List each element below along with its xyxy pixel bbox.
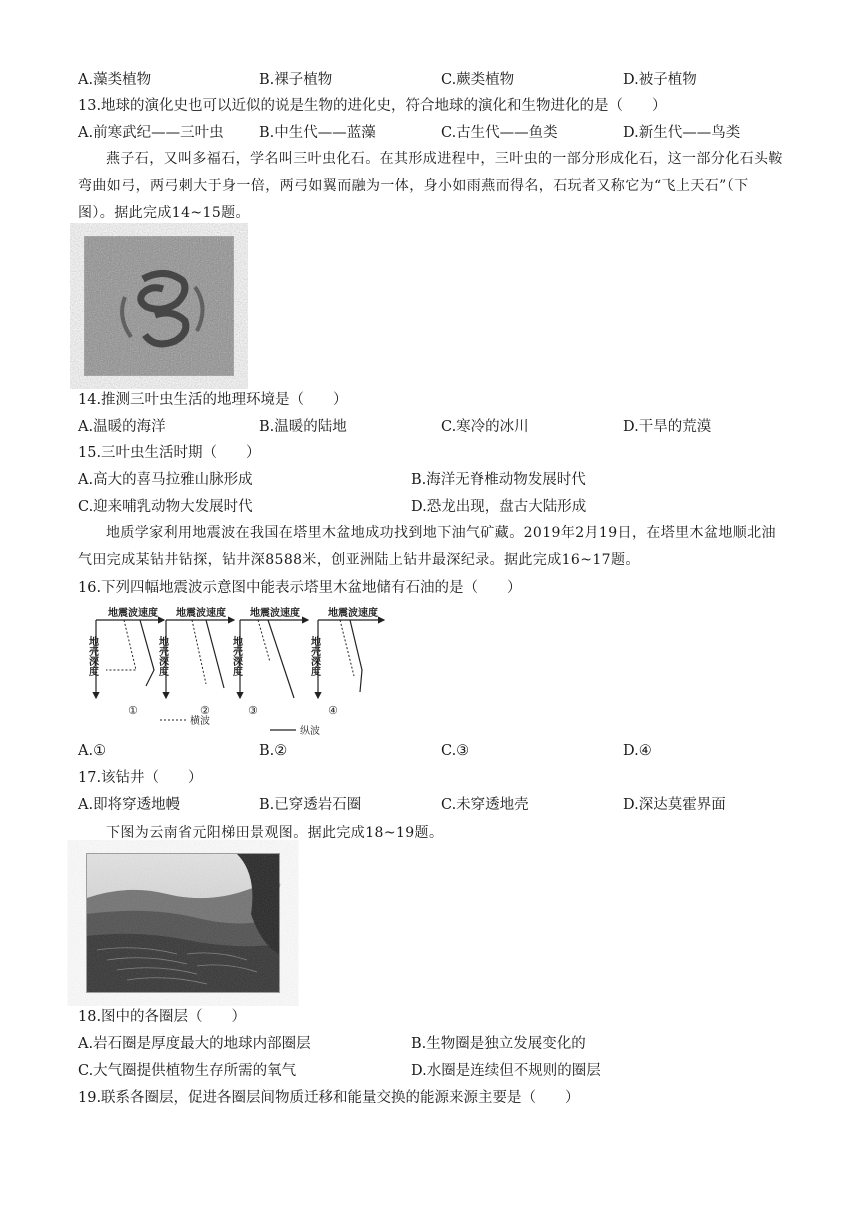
panel-4-number: ④ [328, 704, 338, 717]
q15-option-d: D.恐龙出现，盘古大陆形成 [411, 499, 587, 515]
trilobite-fossil-photo [84, 236, 234, 376]
panel-4 [309, 606, 385, 717]
terrace-image [87, 854, 279, 992]
q18-option-c: C.大气圈提供植物生存所需的氧气 [78, 1063, 297, 1079]
q18-option-a: A.岩石圈是厚度最大的地球内部圈层 [78, 1036, 311, 1052]
q16-option-c: C.③ [441, 743, 470, 759]
passage-trilobite: 燕子石，又叫多福石，学名叫三叶虫化石。在其形成进程中，三叶虫的一部分形成化石，这一部分化石头鞍弯曲如弓，两弓刺大于身一倍，两弓如翼而融为一体，身小如雨燕而得名，石玩者又称它为“飞上天石”（下图）。据此完成14~15题。 [78, 151, 783, 221]
seismic-wave-diagram [88, 604, 388, 736]
q13-stem: 13.地球的演化史也可以近似的说是生物的进化史，符合地球的演化和生物进化的是（ ） [78, 98, 667, 114]
panel-4-top-label: 地震波速度 [328, 608, 378, 619]
q16-option-b: B.② [259, 743, 288, 759]
q18-stem: 18.图中的各圈层（ ） [78, 1009, 247, 1025]
legend-p-wave: 纵波 [300, 726, 320, 737]
q16-option-a: A.① [78, 743, 107, 759]
q15-option-b: B.海洋无脊椎动物发展时代 [411, 472, 586, 488]
panel-2-side-label: 地壳深度 [156, 636, 168, 676]
q12-option-d: D.被子植物 [623, 72, 697, 88]
q15-option-a: A.高大的喜马拉雅山脉形成 [78, 472, 253, 488]
q17-option-a: A.即将穿透地幔 [78, 797, 181, 813]
q13-option-d: D.新生代——鸟类 [623, 125, 741, 141]
q17-option-c: C.未穿透地壳 [441, 797, 529, 813]
panel-2-number: ② [200, 704, 210, 717]
q13-option-c: C.古生代——鱼类 [441, 125, 558, 141]
q18-option-b: B.生物圈是独立发展变化的 [411, 1036, 586, 1052]
q14-option-d: D.干旱的荒漠 [623, 419, 712, 435]
q14-option-a: A.温暖的海洋 [78, 419, 166, 435]
panel-4-side-label: 地壳深度 [308, 636, 320, 676]
q19-stem: 19.联系各圈层，促进各圈层间物质迁移和能量交换的能源来源主要是（ ） [78, 1090, 580, 1106]
diagram-legend [160, 714, 320, 737]
q14-option-b: B.温暖的陆地 [259, 419, 347, 435]
panel-1 [87, 606, 165, 717]
q18-option-d: D.水圈是连续但不规则的圈层 [411, 1063, 601, 1079]
terrace-landscape-photo [86, 853, 280, 993]
legend-s-wave: 横波 [190, 716, 210, 727]
passage-tarim: 地质学家利用地震波在我国在塔里木盆地成功找到地下油气矿藏。2019年2月19日，在塔里木盆地顺北油气田完成某钻井钻探，钻井深8588米，创亚洲陆上钻井最深纪录。据此完成16~17题。 [78, 525, 776, 568]
panel-3 [231, 606, 309, 717]
q17-option-d: D.深达莫霍界面 [623, 797, 726, 813]
q13-option-b: B.中生代——蓝藻 [259, 125, 376, 141]
panel-3-top-label: 地震波速度 [250, 608, 300, 619]
panel-3-side-label: 地壳深度 [230, 636, 242, 676]
q12-option-b: B.裸子植物 [259, 72, 333, 88]
fossil-image [85, 237, 233, 375]
q15-stem: 15.三叶虫生活时期（ ） [78, 445, 261, 461]
panel-1-side-label: 地壳深度 [86, 636, 98, 676]
passage-yuanyang: 下图为云南省元阳梯田景观图。据此完成18~19题。 [106, 825, 444, 841]
panel-1-top-label: 地震波速度 [108, 608, 158, 619]
q14-stem: 14.推测三叶虫生活的地理环境是（ ） [78, 392, 348, 408]
panel-3-number: ③ [248, 704, 258, 717]
q12-option-a: A.藻类植物 [78, 72, 152, 88]
q13-option-a: A.前寒武纪——三叶虫 [78, 125, 224, 141]
q17-stem: 17.该钻井（ ） [78, 770, 203, 786]
q15-option-c: C.迎来哺乳动物大发展时代 [78, 499, 253, 515]
q14-option-c: C.寒冷的冰川 [441, 419, 529, 435]
q17-option-b: B.已穿透岩石圈 [259, 797, 362, 813]
panel-2-top-label: 地震波速度 [176, 608, 226, 619]
panel-1-number: ① [128, 704, 138, 717]
panel-2 [157, 606, 235, 717]
q12-option-c: C.蕨类植物 [441, 72, 515, 88]
q16-option-d: D.④ [623, 743, 652, 759]
q16-stem: 16.下列四幅地震波示意图中能表示塔里木盆地储有石油的是（ ） [78, 580, 522, 596]
